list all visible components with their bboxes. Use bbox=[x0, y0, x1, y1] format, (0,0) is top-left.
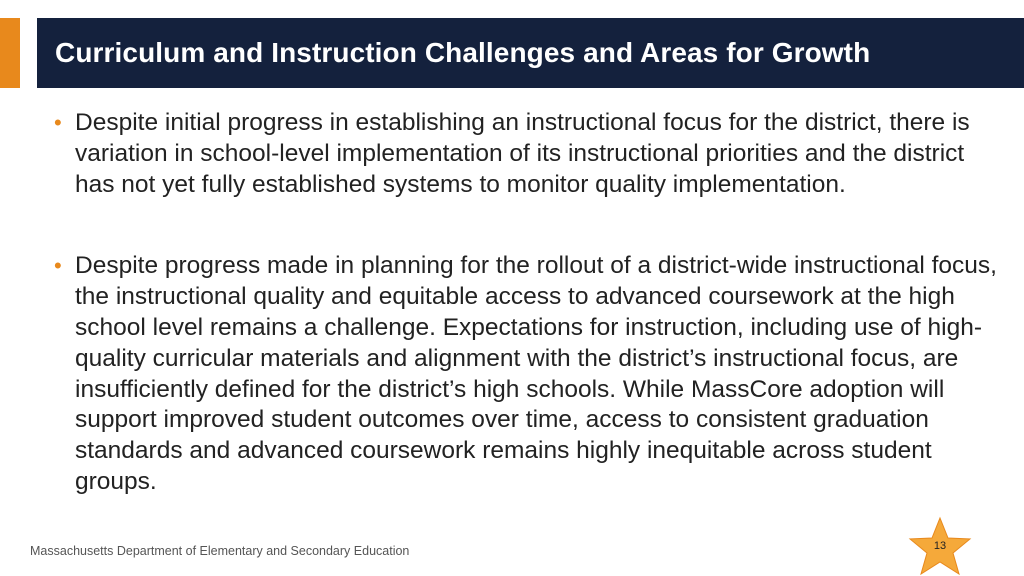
bullet-text: Despite progress made in planning for the rollout of a district-wide instructional focus, the instructional quality and equitable access to advanced coursework at the high school level remains a challenge. Expectations for instruction, including use of high-quality curricular materials and alignment with the district’s instructional focus, are insufficiently defined for the district’s high schools. While MassCore adoption will support improved student outcomes over time, access to consistent graduation standards and advanced coursework remains highly inequitable across student groups. bbox=[75, 252, 997, 495]
slide-title: Curriculum and Instruction Challenges and Areas for Growth bbox=[55, 37, 871, 68]
bullet-marker: • bbox=[54, 110, 62, 135]
slide-body bbox=[54, 108, 999, 498]
title-bar bbox=[37, 18, 1024, 88]
bullet-text: Despite initial progress in establishing an instructional focus for the district, there is variation in school-level implementation of its instructional priorities and the district has not yet fully established systems to monitor quality implementation. bbox=[75, 109, 970, 198]
title-accent-bar bbox=[0, 18, 20, 88]
bullet-item bbox=[54, 108, 999, 200]
bullet-marker: • bbox=[54, 253, 62, 279]
bullet-item bbox=[54, 251, 999, 497]
page-number: 13 bbox=[933, 540, 947, 552]
footer-text: Massachusetts Department of Elementary and Secondary Education bbox=[30, 544, 410, 558]
